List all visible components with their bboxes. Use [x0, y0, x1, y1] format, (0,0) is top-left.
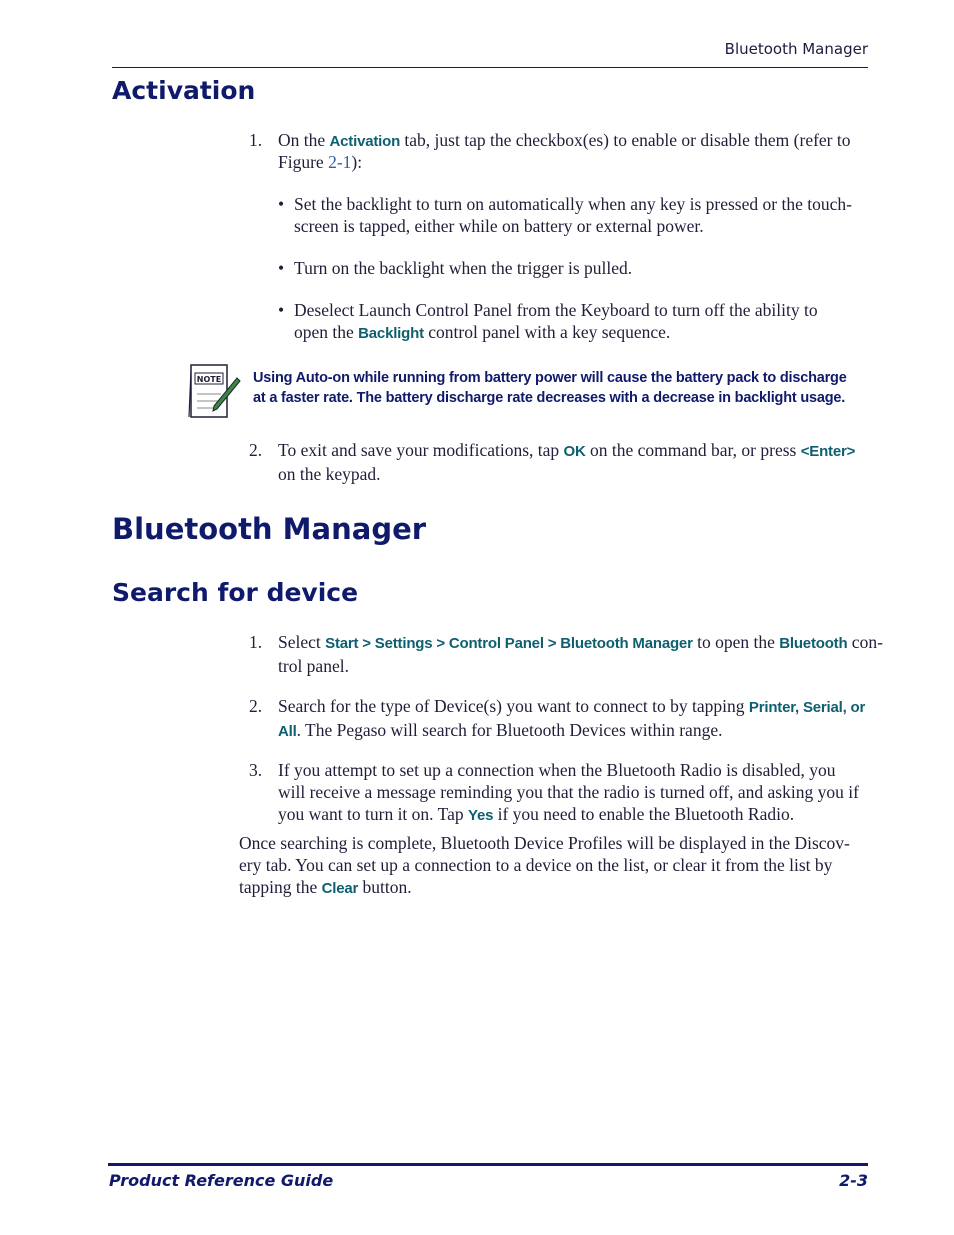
bullet-marker: • [278, 194, 285, 214]
note-text: Using Auto-on while running from battery power will cause the battery pack to discharge at a faster rate. The battery discharge rate decreases with a decrease in backlight usage. [253, 370, 847, 406]
closing-paragraph: Once searching is complete, Bluetooth Device Profiles will be displayed in the Discov- ery tab. You can set up a connection to a device on the list, or clear it from the list by tapping the Clear button. [239, 833, 850, 897]
activation-step1-line2: Figure 2-1): [278, 152, 363, 172]
figure-reference-link[interactable]: 2-1 [328, 152, 352, 172]
subsection-heading-search-for-device: Search for device [112, 578, 359, 607]
step-number: 2. [249, 440, 263, 460]
footer-page-number: 2-3 [839, 1171, 868, 1190]
bullet-item-launch-control-panel: Deselect Launch Control Panel from the Keyboard to turn off the ability to open the Backlight control panel with a key sequence. [294, 300, 818, 342]
activation-tab-keyword: Activation [329, 133, 401, 150]
activation-step1-line1: On the Activation tab, just tap the checkbox(es) to enable or disable them (refer to [278, 130, 851, 150]
clear-keyword: Clear [321, 880, 359, 897]
svg-text:NOTE: NOTE [196, 375, 222, 384]
footer-guide-title: Product Reference Guide [109, 1171, 334, 1190]
bullet-marker: • [278, 258, 285, 278]
section-heading-bluetooth-manager: Bluetooth Manager [112, 512, 427, 546]
bluetooth-keyword: Bluetooth [779, 635, 848, 652]
bluetooth-step2: Search for the type of Device(s) you want to connect to by tapping Printer, Serial, or All. The Pegaso will search for Bluetooth Devices within range. [278, 696, 866, 740]
step-number: 1. [249, 130, 263, 150]
bullet-item-trigger: Turn on the backlight when the trigger is pulled. [294, 258, 633, 278]
device-type-keyword: Printer, Serial, or [748, 699, 866, 716]
activation-step2: To exit and save your modifications, tap OK on the command bar, or press <Enter> on the keypad. [278, 440, 856, 484]
enter-key-keyword: <Enter> [800, 443, 856, 460]
bullet-marker: • [278, 300, 285, 320]
bluetooth-step1: Select Start > Settings > Control Panel > Bluetooth Manager to open the Bluetooth con- trol panel. [278, 632, 883, 676]
all-keyword: All [278, 723, 297, 740]
step-number: 1. [249, 632, 263, 652]
menu-path-keyword: Start > Settings > Control Panel > Bluetooth Manager [325, 635, 693, 652]
note-icon [187, 362, 241, 420]
yes-keyword: Yes [467, 807, 494, 824]
step-number: 3. [249, 760, 263, 780]
section-heading-activation: Activation [112, 76, 256, 105]
footer-rule [108, 1163, 868, 1166]
backlight-keyword: Backlight [358, 325, 424, 342]
bluetooth-step3: If you attempt to set up a connection when the Bluetooth Radio is disabled, you will receive a message reminding you that the radio is turned off, and asking you if you want to turn it on. Tap Yes if you need to enable the Bluetooth Radio. [278, 760, 859, 824]
header-rule [112, 67, 868, 68]
step-number: 2. [249, 696, 263, 716]
running-header-title: Bluetooth Manager [724, 40, 868, 58]
ok-keyword: OK [563, 443, 586, 460]
bullet-item-backlight-auto: Set the backlight to turn on automatically when any key is pressed or the touch- screen is tapped, either while on battery or external power. [294, 194, 852, 236]
